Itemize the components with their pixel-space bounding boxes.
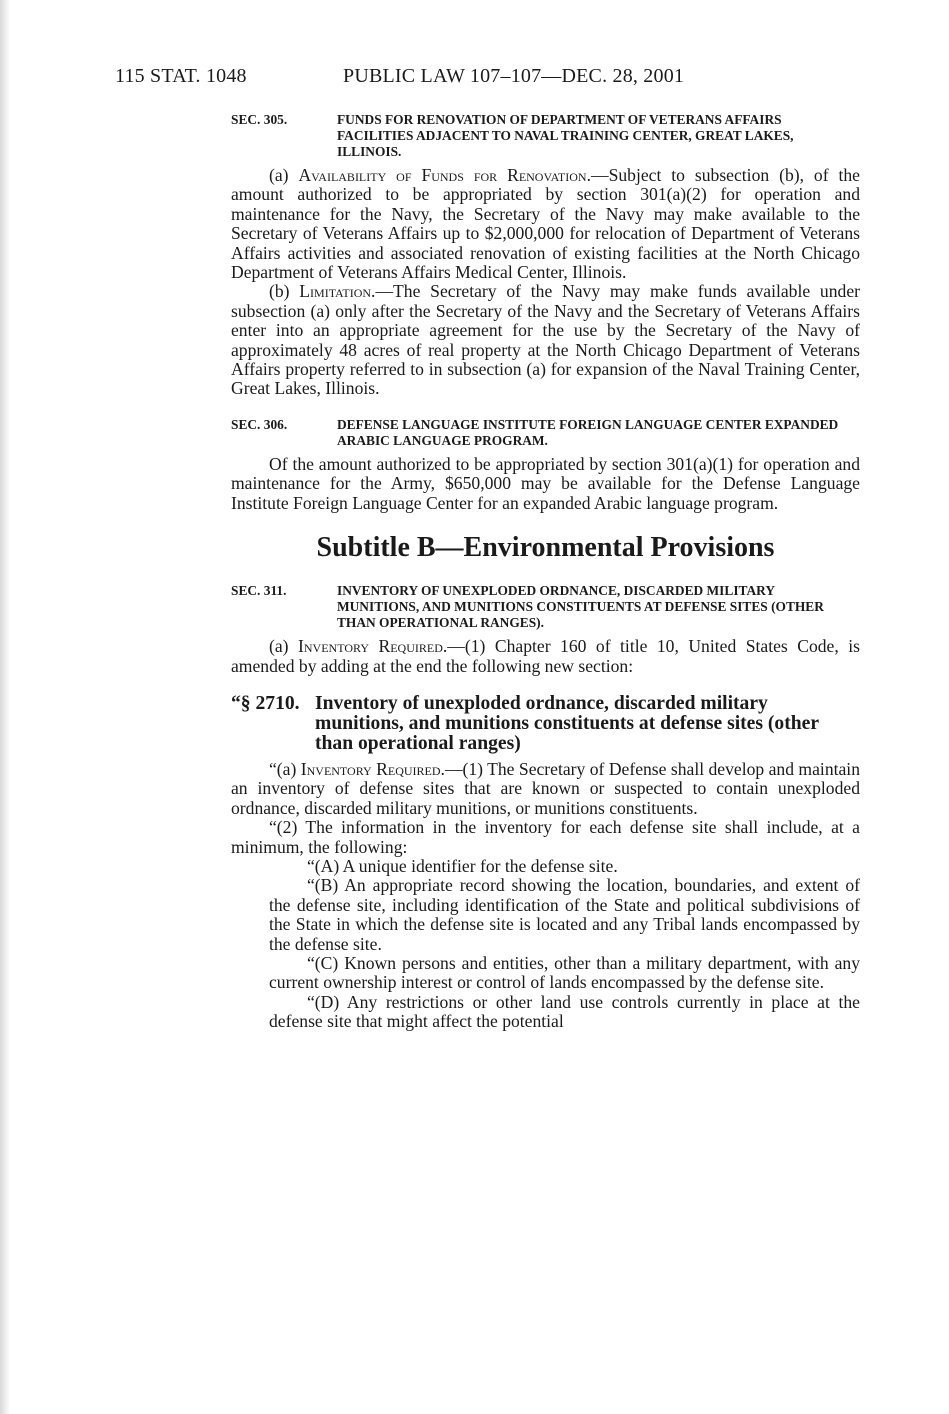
subsection-a-heading: Availability of Funds for Renovation. (298, 165, 591, 185)
section-305-heading (231, 112, 860, 160)
section-305-title: FUNDS FOR RENOVATION OF DEPARTMENT OF VETERANS AFFAIRS FACILITIES ADJACENT TO NAVAL TRAINING CENTER, GREAT LAKES, ILLINOIS. (337, 112, 794, 159)
section-311-a-label: (a) (269, 636, 299, 657)
section-306-heading (231, 417, 860, 449)
section-306-text: Of the amount authorized to be appropriated by section 301(a)(1) for operation and maintenance for the Army, $650,000 may be available for the Defense Language Institute Foreign Language Center for an expanded Arabic language program. (231, 453, 860, 513)
page-header (115, 65, 855, 89)
section-2710-mark: “§ 2710. (231, 692, 300, 714)
section-306-title: DEFENSE LANGUAGE INSTITUTE FOREIGN LANGUAGE CENTER EXPANDED ARABIC LANGUAGE PROGRAM. (337, 416, 839, 448)
section-2710-item-B: “(B) An appropriate record showing the location, boundaries, and extent of the defense site, including identification of the State and political subdivisions of the State in which the defense site is located and any Tribal lands encompassed by the defense site. (269, 875, 860, 954)
subsection-b-label: (b) (269, 281, 300, 302)
scan-edge-shadow (0, 0, 10, 1414)
section-2710-item-C: “(C) Known persons and entities, other than a military department, with any current ownership interest or control of lands encompassed by the defense site. (269, 952, 860, 993)
section-311-heading (231, 583, 860, 631)
section-305-number: SEC. 305. (231, 112, 288, 127)
section-2710-a-label: “(a) (269, 758, 301, 779)
section-2710-heading (205, 694, 860, 754)
section-2710-item-D: “(D) Any restrictions or other land use controls currently in place at the defense site that might affect the potential (269, 991, 860, 1032)
section-2710-item-A: “(A) A unique identifier for the defense site. (307, 855, 618, 876)
subsection-b-text: —The Secretary of the Navy may make funds available under subsection (a) only after the Secretary of the Navy and the Secretary of Veterans Affairs enter into an appropriate agreement for the use by the Secretary of the Navy of approximately 48 acres of real property at the North Chicago Department of Veterans Affairs property referred to in subsection (a) for expansion of the Naval Training Center, Great Lakes, Illinois. (231, 281, 860, 399)
public-law-citation: PUBLIC LAW 107–107—DEC. 28, 2001 (343, 65, 685, 87)
section-2710-a1 (231, 760, 860, 818)
subtitle-heading: Subtitle B—Environmental Provisions (316, 532, 775, 564)
section-305-subsection-a (231, 166, 860, 282)
statute-page-number: 115 STAT. 1048 (115, 65, 247, 87)
section-2710-a1-text: —(1) The Secretary of Defense shall develop and maintain an inventory of defense sites that are known or suspected to contain unexploded ordnance, discarded military munitions, or munitions constituents. (231, 758, 860, 818)
subsection-a-text: —Subject to subsection (b), of the amount authorized to be appropriated by section 301(a)(2) for operation and maintenance for the Navy, the Secretary of the Navy may make available to the Secretary of Veterans Affairs up to $2,000,000 for relocation of Department of Veterans Affairs activities and associated renovation of existing facilities at the North Chicago Department of Veterans Affairs Medical Center, Illinois. (231, 165, 860, 283)
section-2710-a-heading: Inventory Required. (300, 758, 445, 779)
section-311-a-text: —(1) Chapter 160 of title 10, United States Code, is amended by adding at the end the following new section: (231, 636, 860, 676)
section-311-a-heading: Inventory Required. (298, 636, 448, 657)
body-text-column (231, 112, 860, 1032)
section-305-subsection-b (231, 282, 860, 398)
subsection-a-label: (a) (269, 165, 299, 185)
section-306-number: SEC. 306. (231, 416, 288, 432)
section-311-number: SEC. 311. (231, 583, 287, 599)
section-2710-a2: “(2) The information in the inventory for each defense site shall include, at a minimum, the following: (231, 817, 860, 857)
section-2710-title: Inventory of unexploded ordnance, discarded military munitions, and munitions constituents at defense sites (other than operational ranges) (315, 692, 819, 754)
subsection-b-heading: Limitation. (299, 281, 376, 302)
section-311-subsection-a (231, 637, 860, 676)
section-311-title: INVENTORY OF UNEXPLODED ORDNANCE, DISCARDED MILITARY MUNITIONS, AND MUNITIONS CONSTITUENTS AT DEFENSE SITES (OTHER THAN OPERATIONAL RANGES). (337, 583, 824, 631)
